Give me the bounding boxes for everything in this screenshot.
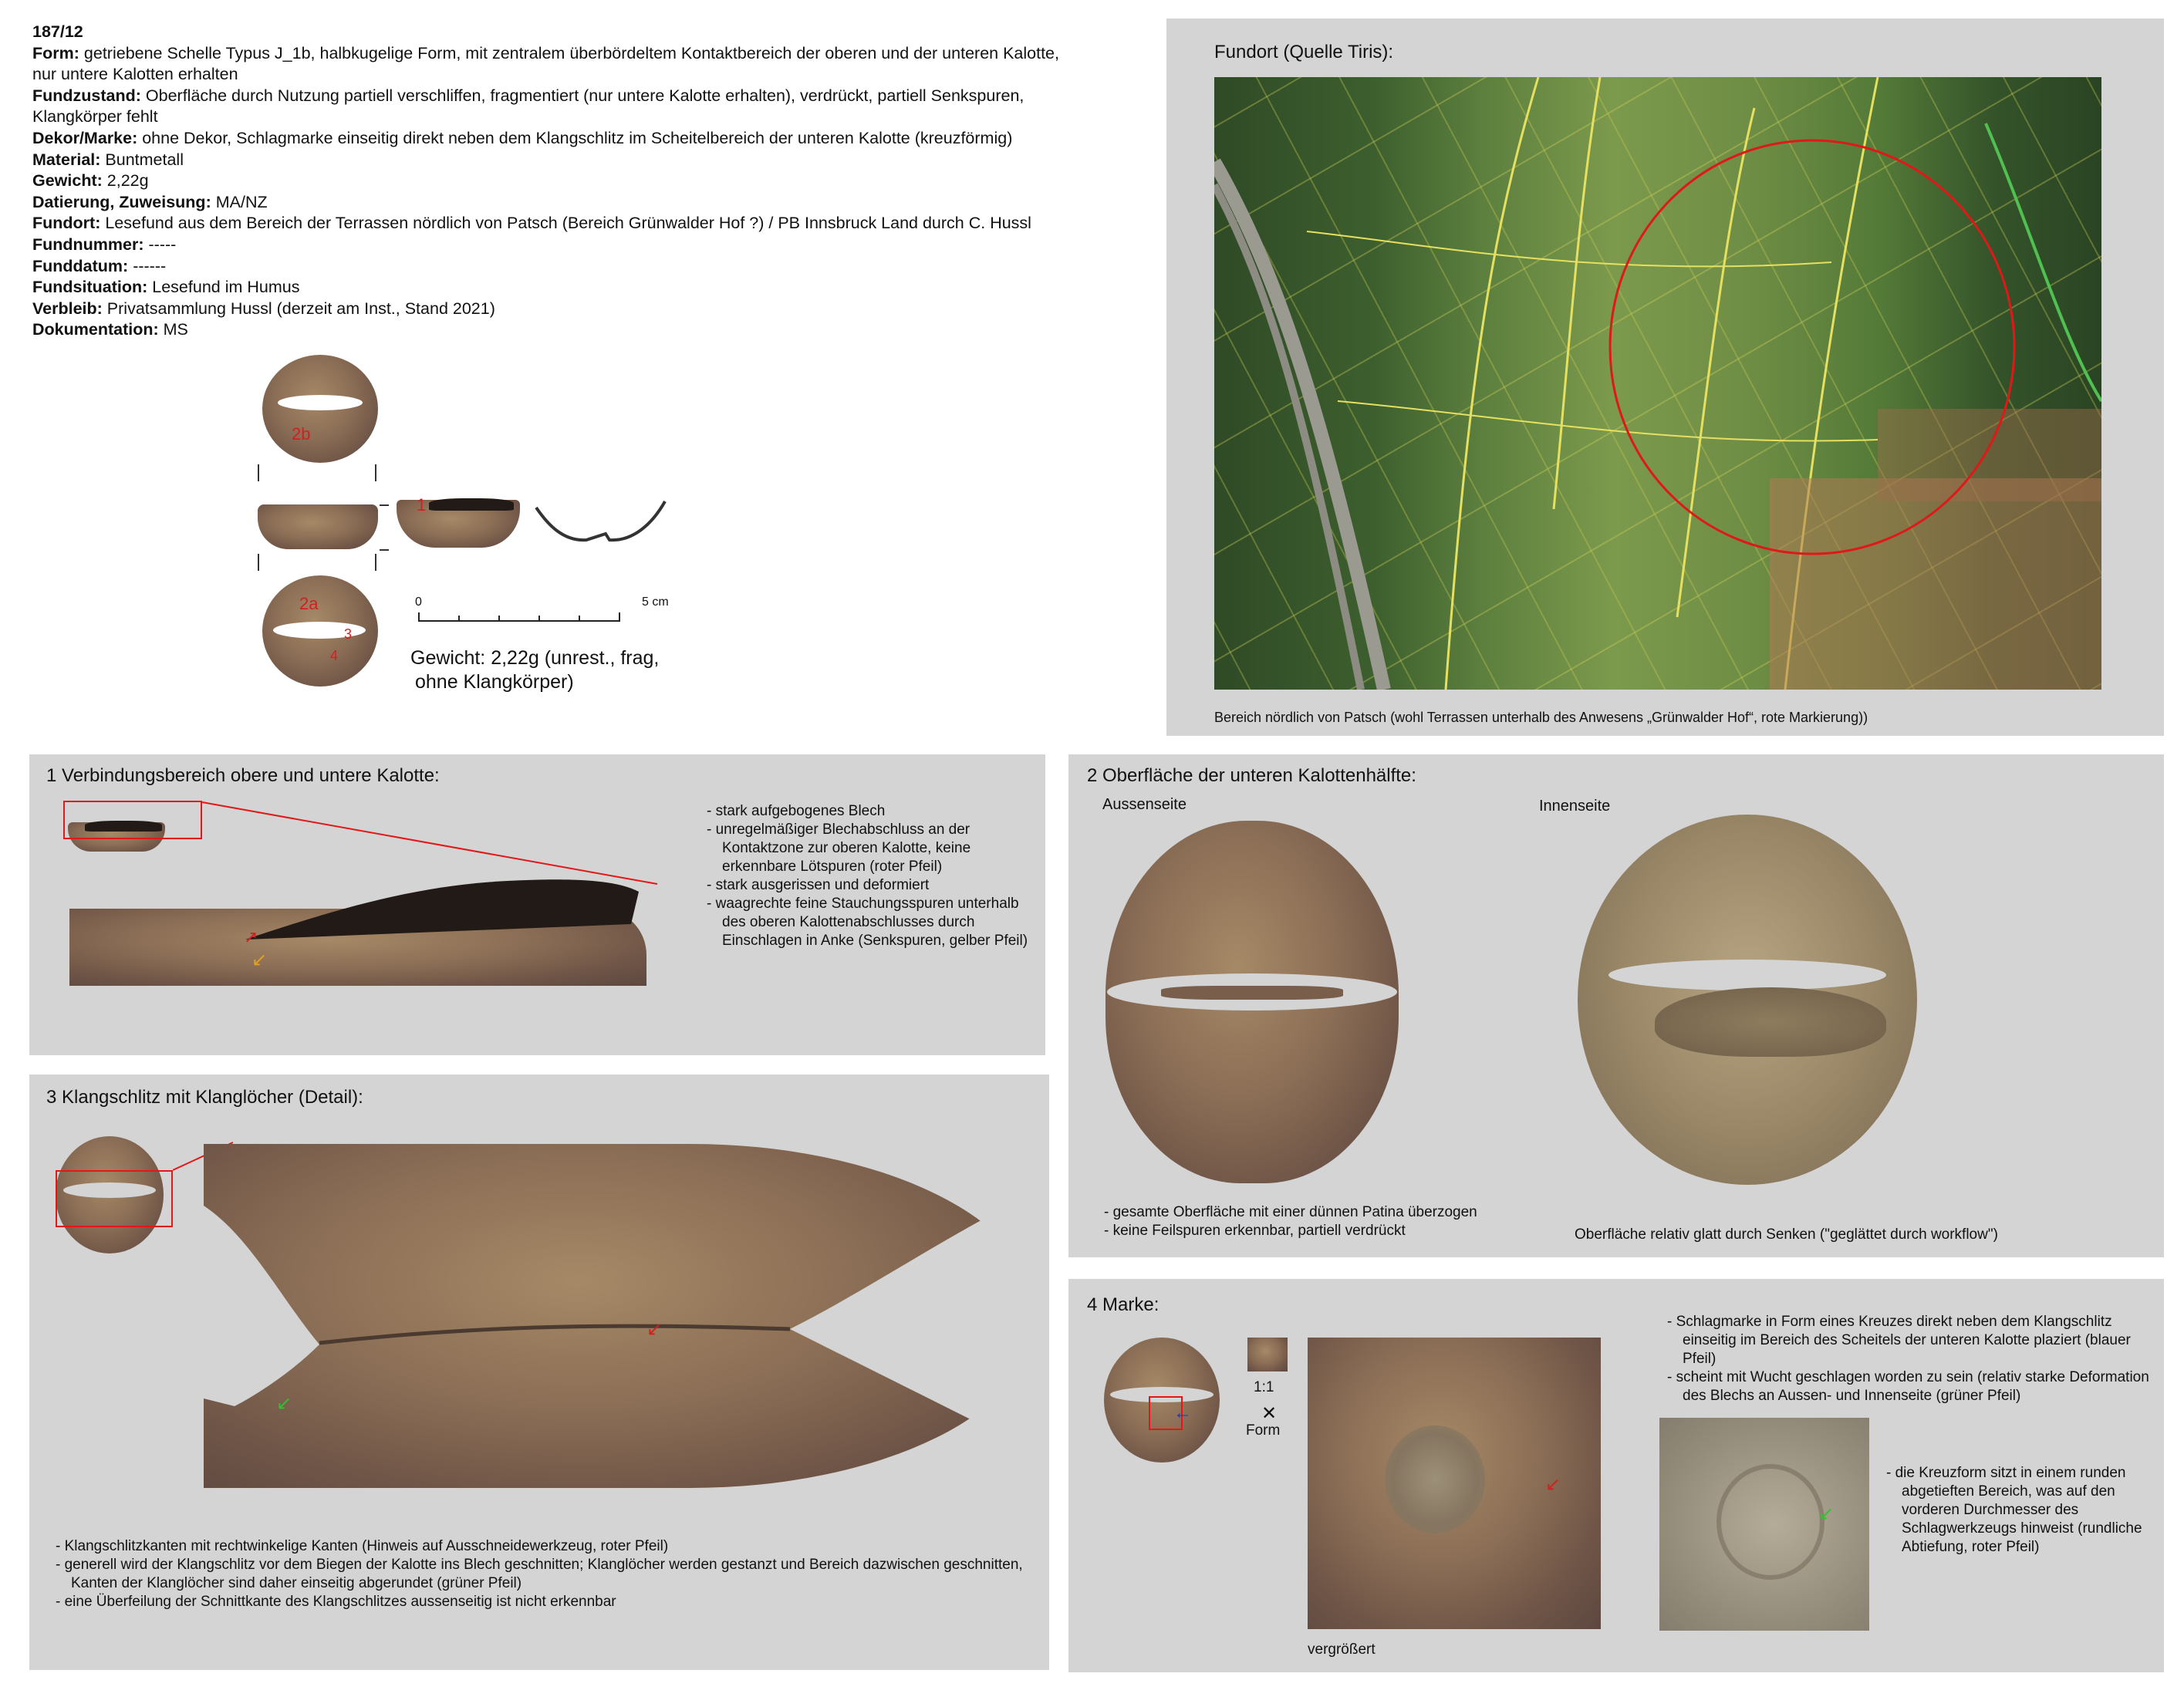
highlight-box — [63, 801, 202, 839]
field-label: Fundsituation: — [32, 278, 148, 297]
panel-2-notes — [1104, 1203, 1567, 1240]
red-arrow: ↙ — [646, 1319, 663, 1340]
note-item: - Klangschlitzkanten mit rechtwinkelige Kanten (Hinweis auf Ausschneidewerkzeug, roter Pfeil) — [56, 1537, 1035, 1556]
scale-tick — [458, 616, 460, 622]
catalog-id: 187/12 — [32, 22, 83, 41]
scale-tick — [498, 616, 500, 622]
divider-line — [380, 504, 389, 506]
divider-line — [380, 549, 389, 551]
catalog-field — [32, 170, 1143, 192]
round-depression — [1716, 1464, 1825, 1580]
green-arrow: ↙ — [1818, 1503, 1835, 1524]
panel-2 — [1068, 754, 2164, 1257]
form-label: Form — [1246, 1422, 1281, 1439]
field-value: Klangkörper fehlt — [32, 107, 158, 127]
panel-1 — [29, 754, 1045, 1055]
zoom-line — [202, 801, 665, 886]
photo-side-left — [258, 504, 378, 549]
note-item: - gesamte Oberfläche mit einer dünnen Patina überzogen — [1104, 1203, 1567, 1222]
catalog-field — [32, 234, 1143, 256]
panel-3 — [29, 1075, 1049, 1670]
catalog-field — [32, 150, 1143, 171]
catalog-field — [32, 192, 1143, 214]
scale-tick — [619, 612, 620, 622]
field-value: MA/NZ — [215, 192, 268, 211]
catalog-field — [32, 319, 1143, 341]
scale-bar — [418, 620, 620, 622]
field-label: Fundnummer: — [32, 234, 144, 254]
note-item: - stark ausgerissen und deformiert — [707, 876, 1031, 895]
mark-depression — [1385, 1425, 1485, 1533]
field-value: Buntmetall — [105, 150, 184, 169]
scale-tick — [538, 616, 540, 622]
label-2b: 2b — [292, 424, 311, 444]
opening-shape — [245, 878, 646, 941]
inner-caption: Oberfläche relativ glatt durch Senken ("geglättet durch workflow") — [1575, 1226, 1998, 1243]
inner-side-label: Innenseite — [1539, 798, 1611, 815]
field-value: Lesefund im Humus — [152, 278, 300, 297]
map-overlay — [1214, 77, 2101, 690]
field-label: Gewicht: — [32, 171, 103, 191]
panel-4 — [1068, 1279, 2164, 1672]
catalog-field — [32, 86, 1143, 107]
inner-cavity — [1655, 987, 1886, 1057]
field-label: Fundzustand: — [32, 86, 141, 105]
field-value: nur untere Kalotten erhalten — [32, 65, 238, 84]
scale-tick — [418, 612, 420, 622]
catalog-field — [32, 213, 1143, 234]
divider-line — [375, 464, 376, 481]
field-label: Material: — [32, 150, 101, 169]
slot-bridge — [1161, 986, 1343, 1000]
note-item: - die Kreuzform sitzt in einem runden abgetieften Bereich, was auf den vorderen Durchmesser des Schlagwerkzeugs hinweist (rundliche Abtiefung, roter Pfeil) — [1886, 1464, 2156, 1557]
field-value: Oberfläche durch Nutzung partiell verschliffen, fragmentiert (nur untere Kalotte erhalten), verdrückt, partiell Senkspuren, — [145, 86, 1024, 105]
catalog-entry — [32, 22, 1143, 341]
field-label: Fundort: — [32, 214, 101, 233]
highlight-box — [56, 1170, 173, 1227]
divider-line — [258, 464, 259, 481]
scale-end-label: 5 cm — [642, 595, 669, 609]
catalog-field — [32, 106, 1143, 128]
panel-3-title: 3 Klangschlitz mit Klanglöcher (Detail): — [46, 1087, 363, 1108]
field-value: MS — [163, 320, 188, 339]
blue-arrow: ← — [1173, 1402, 1192, 1423]
field-label: Dokumentation: — [32, 320, 159, 339]
field-value: 2,22g — [106, 171, 149, 191]
mark-crop-1to1 — [1247, 1338, 1288, 1371]
red-arrow: ↙ — [1545, 1474, 1561, 1495]
panel-1-notes — [707, 802, 1031, 950]
note-item: - unregelmäßiger Blechabschluss an der Kontaktzone zur oberen Kalotte, keine erkennbare Lötspuren (roter Pfeil) — [707, 821, 1031, 876]
panel-2-title: 2 Oberfläche der unteren Kalottenhälfte: — [1087, 765, 1416, 786]
label-3: 3 — [344, 626, 353, 642]
scale-1to1-label: 1:1 — [1254, 1379, 1274, 1395]
divider-line — [258, 554, 259, 571]
map-title: Fundort (Quelle Tiris): — [1214, 42, 1394, 62]
yellow-arrow: ↙ — [251, 950, 268, 970]
catalog-field — [32, 128, 1143, 150]
note-item: - waagrechte feine Stauchungsspuren unterhalb des oberen Kalottenabschlusses durch Einschlagen in Anke (Senkspuren, gelber Pfeil) — [707, 895, 1031, 950]
panel-4-notes-top — [1667, 1313, 2153, 1405]
profile-section — [532, 494, 671, 555]
note-item: - stark aufgebogenes Blech — [707, 802, 1031, 821]
catalog-field — [32, 256, 1143, 278]
field-value: Privatsammlung Hussl (derzeit am Inst., Stand 2021) — [106, 299, 495, 318]
field-label: Verbleib: — [32, 299, 103, 318]
note-item: - scheint mit Wucht geschlagen worden zu sein (relativ starke Deformation des Blechs an Aussen- und Innenseite (grüner Pfeil) — [1667, 1368, 2153, 1405]
weight-note: Gewicht: 2,22g (unrest., frag, ohne Klangkörper) — [410, 647, 660, 693]
red-arrow: ↗ — [244, 927, 258, 946]
map-caption: Bereich nördlich von Patsch (wohl Terrassen unterhalb des Anwesens „Grünwalder Hof“, rote Markierung)) — [1214, 710, 1868, 725]
catalog-field — [32, 64, 1143, 86]
note-item: - eine Überfeilung der Schnittkante des Klangschlitzes aussenseitig ist nicht erkennbar — [56, 1593, 1035, 1611]
sound-slot — [1608, 960, 1886, 990]
catalog-field — [32, 299, 1143, 320]
field-label: Dekor/Marke: — [32, 128, 138, 147]
note-item: - generell wird der Klangschlitz vor dem Biegen der Kalotte ins Blech geschnitten; Klanglöcher werden gestanzt und Bereich dazwischen geschnitten, Kanten der Klanglöcher sind daher einseitig abgerundet (grüner Pfeil) — [56, 1556, 1035, 1593]
catalog-field — [32, 43, 1143, 65]
outer-side-label: Aussenseite — [1102, 796, 1187, 813]
field-value: ------ — [133, 256, 167, 275]
slot-holes — [204, 1144, 1038, 1488]
green-arrow: ↙ — [276, 1393, 292, 1414]
note-item: - keine Feilspuren erkennbar, partiell verdrückt — [1104, 1222, 1567, 1240]
note-item: - Schlagmarke in Form eines Kreuzes direkt neben dem Klangschlitz einseitig im Bereich des Scheitels der unteren Kalotte plaziert (blauer Pfeil) — [1667, 1313, 2153, 1368]
divider-line — [375, 554, 376, 571]
field-label: Form: — [32, 43, 79, 62]
scale-start-label: 0 — [415, 595, 422, 609]
sound-slot — [278, 395, 363, 410]
cross-form-icon: ✕ — [1261, 1403, 1278, 1424]
aerial-map[interactable] — [1214, 77, 2101, 690]
label-1: 1 — [417, 495, 427, 514]
panel-1-title: 1 Verbindungsbereich obere und untere Kalotte: — [46, 765, 440, 786]
enlarged-label: vergrößert — [1308, 1641, 1376, 1658]
field-value: ----- — [148, 234, 177, 254]
label-4: 4 — [330, 648, 339, 663]
label-2a: 2a — [299, 594, 319, 613]
catalog-field — [32, 277, 1143, 299]
panel-3-notes — [56, 1537, 1035, 1611]
field-value: Lesefund aus dem Bereich der Terrassen nördlich von Patsch (Bereich Grünwalder Hof ?) / PB Innsbruck Land durch C. Hussl — [105, 214, 1031, 233]
field-label: Datierung, Zuweisung: — [32, 192, 211, 211]
object-drawing — [247, 347, 710, 717]
panel-4-notes-bottom — [1886, 1464, 2156, 1557]
field-value: ohne Dekor, Schlagmarke einseitig direkt neben dem Klangschlitz im Scheitelbereich der unteren Kalotte (kreuzförmig) — [142, 128, 1013, 147]
map-panel — [1166, 19, 2164, 736]
scale-tick — [579, 616, 580, 622]
field-label: Funddatum: — [32, 256, 129, 275]
panel-4-title: 4 Marke: — [1087, 1294, 1160, 1315]
field-value: getriebene Schelle Typus J_1b, halbkugelige Form, mit zentralem überbördeltem Kontaktbereich der oberen und der unteren Kalotte, — [83, 43, 1059, 62]
opening — [429, 498, 514, 511]
